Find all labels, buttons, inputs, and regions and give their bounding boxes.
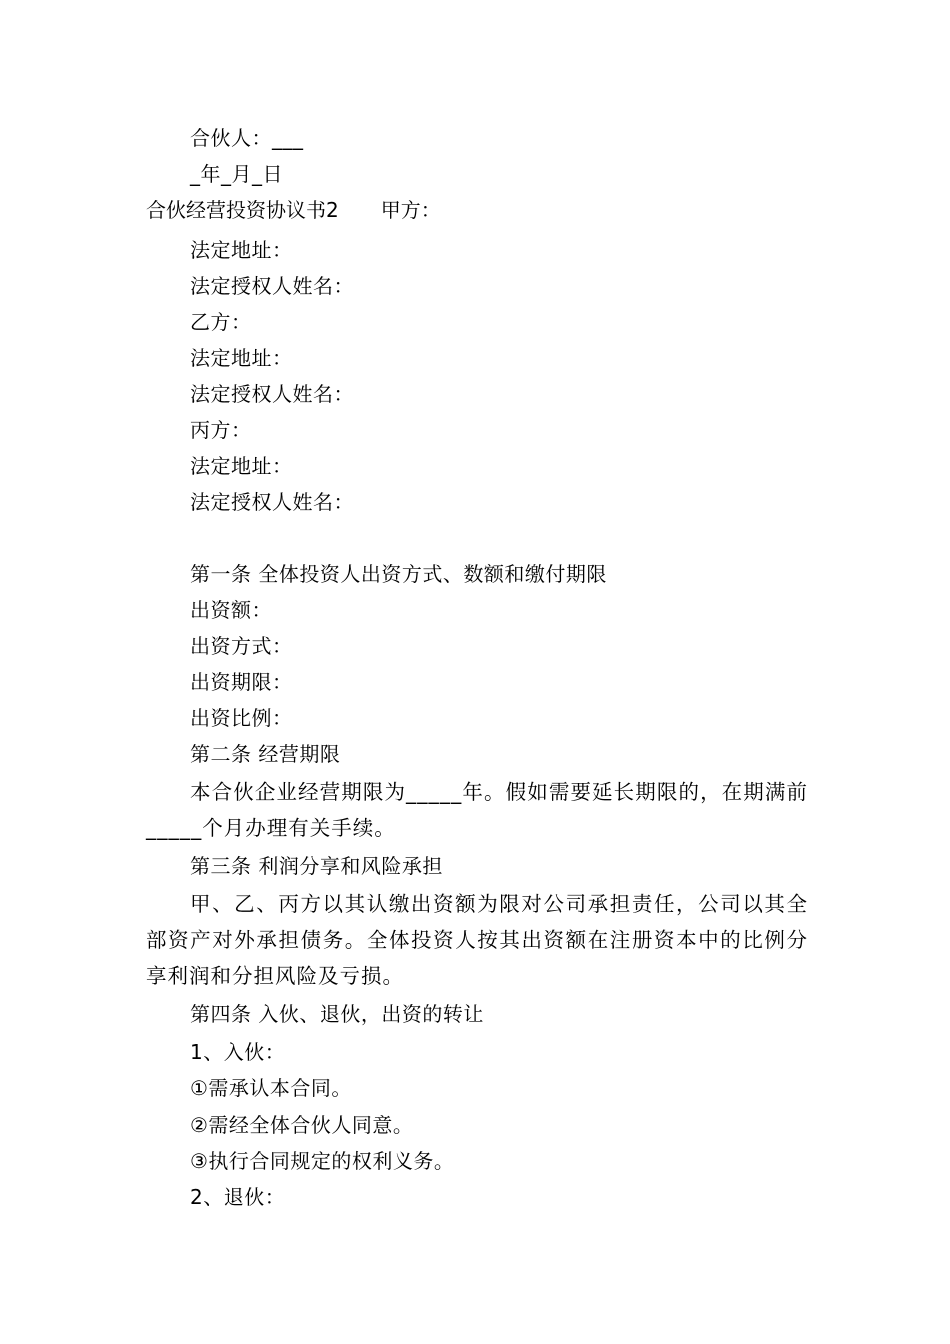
party-a-label: 甲方： bbox=[380, 198, 441, 222]
title-row bbox=[146, 198, 441, 222]
party-c-address: 法定地址： bbox=[190, 454, 293, 478]
contribution-term: 出资期限： bbox=[190, 670, 293, 694]
article-2-heading: 第二条 经营期限 bbox=[190, 742, 341, 766]
contribution-ratio: 出资比例： bbox=[190, 706, 293, 730]
party-c-representative: 法定授权人姓名： bbox=[190, 490, 354, 514]
contribution-amount: 出资额： bbox=[190, 598, 272, 622]
join-heading: 1、入伙： bbox=[190, 1040, 286, 1064]
party-b-representative: 法定授权人姓名： bbox=[190, 382, 354, 406]
article-3-heading: 第三条 利润分享和风险承担 bbox=[190, 854, 443, 878]
article-2-text: 本合伙企业经营期限为_____年。假如需要延长期限的，在期满前_____个月办理有关手续。 bbox=[146, 780, 808, 840]
document-title: 合伙经营投资协议书2 bbox=[146, 198, 339, 222]
article-1-heading: 第一条 全体投资人出资方式、数额和缴付期限 bbox=[190, 562, 607, 586]
party-a-representative: 法定授权人姓名： bbox=[190, 274, 354, 298]
join-condition-3: ③执行合同规定的权利义务。 bbox=[190, 1149, 455, 1173]
party-c-label: 丙方： bbox=[190, 418, 252, 442]
join-condition-1: ①需承认本合同。 bbox=[190, 1076, 352, 1100]
party-a-address: 法定地址： bbox=[190, 238, 293, 262]
join-condition-2: ②需经全体合伙人同意。 bbox=[190, 1113, 414, 1137]
article-4-heading: 第四条 入伙、退伙，出资的转让 bbox=[190, 1002, 484, 1026]
date-line: _年_月_日 bbox=[190, 162, 283, 186]
partner-signature-line: 合伙人：___ bbox=[190, 126, 304, 150]
party-b-address: 法定地址： bbox=[190, 346, 293, 370]
party-b-label: 乙方： bbox=[190, 310, 252, 334]
article-3-text: 甲、乙、丙方以其认缴出资额为限对公司承担责任，公司以其全部资产对外承担债务。全体投资人按其出资额在注册资本中的比例分享利润和分担风险及亏损。 bbox=[146, 892, 808, 988]
contribution-method: 出资方式： bbox=[190, 634, 293, 658]
withdraw-heading: 2、退伙： bbox=[190, 1185, 286, 1209]
